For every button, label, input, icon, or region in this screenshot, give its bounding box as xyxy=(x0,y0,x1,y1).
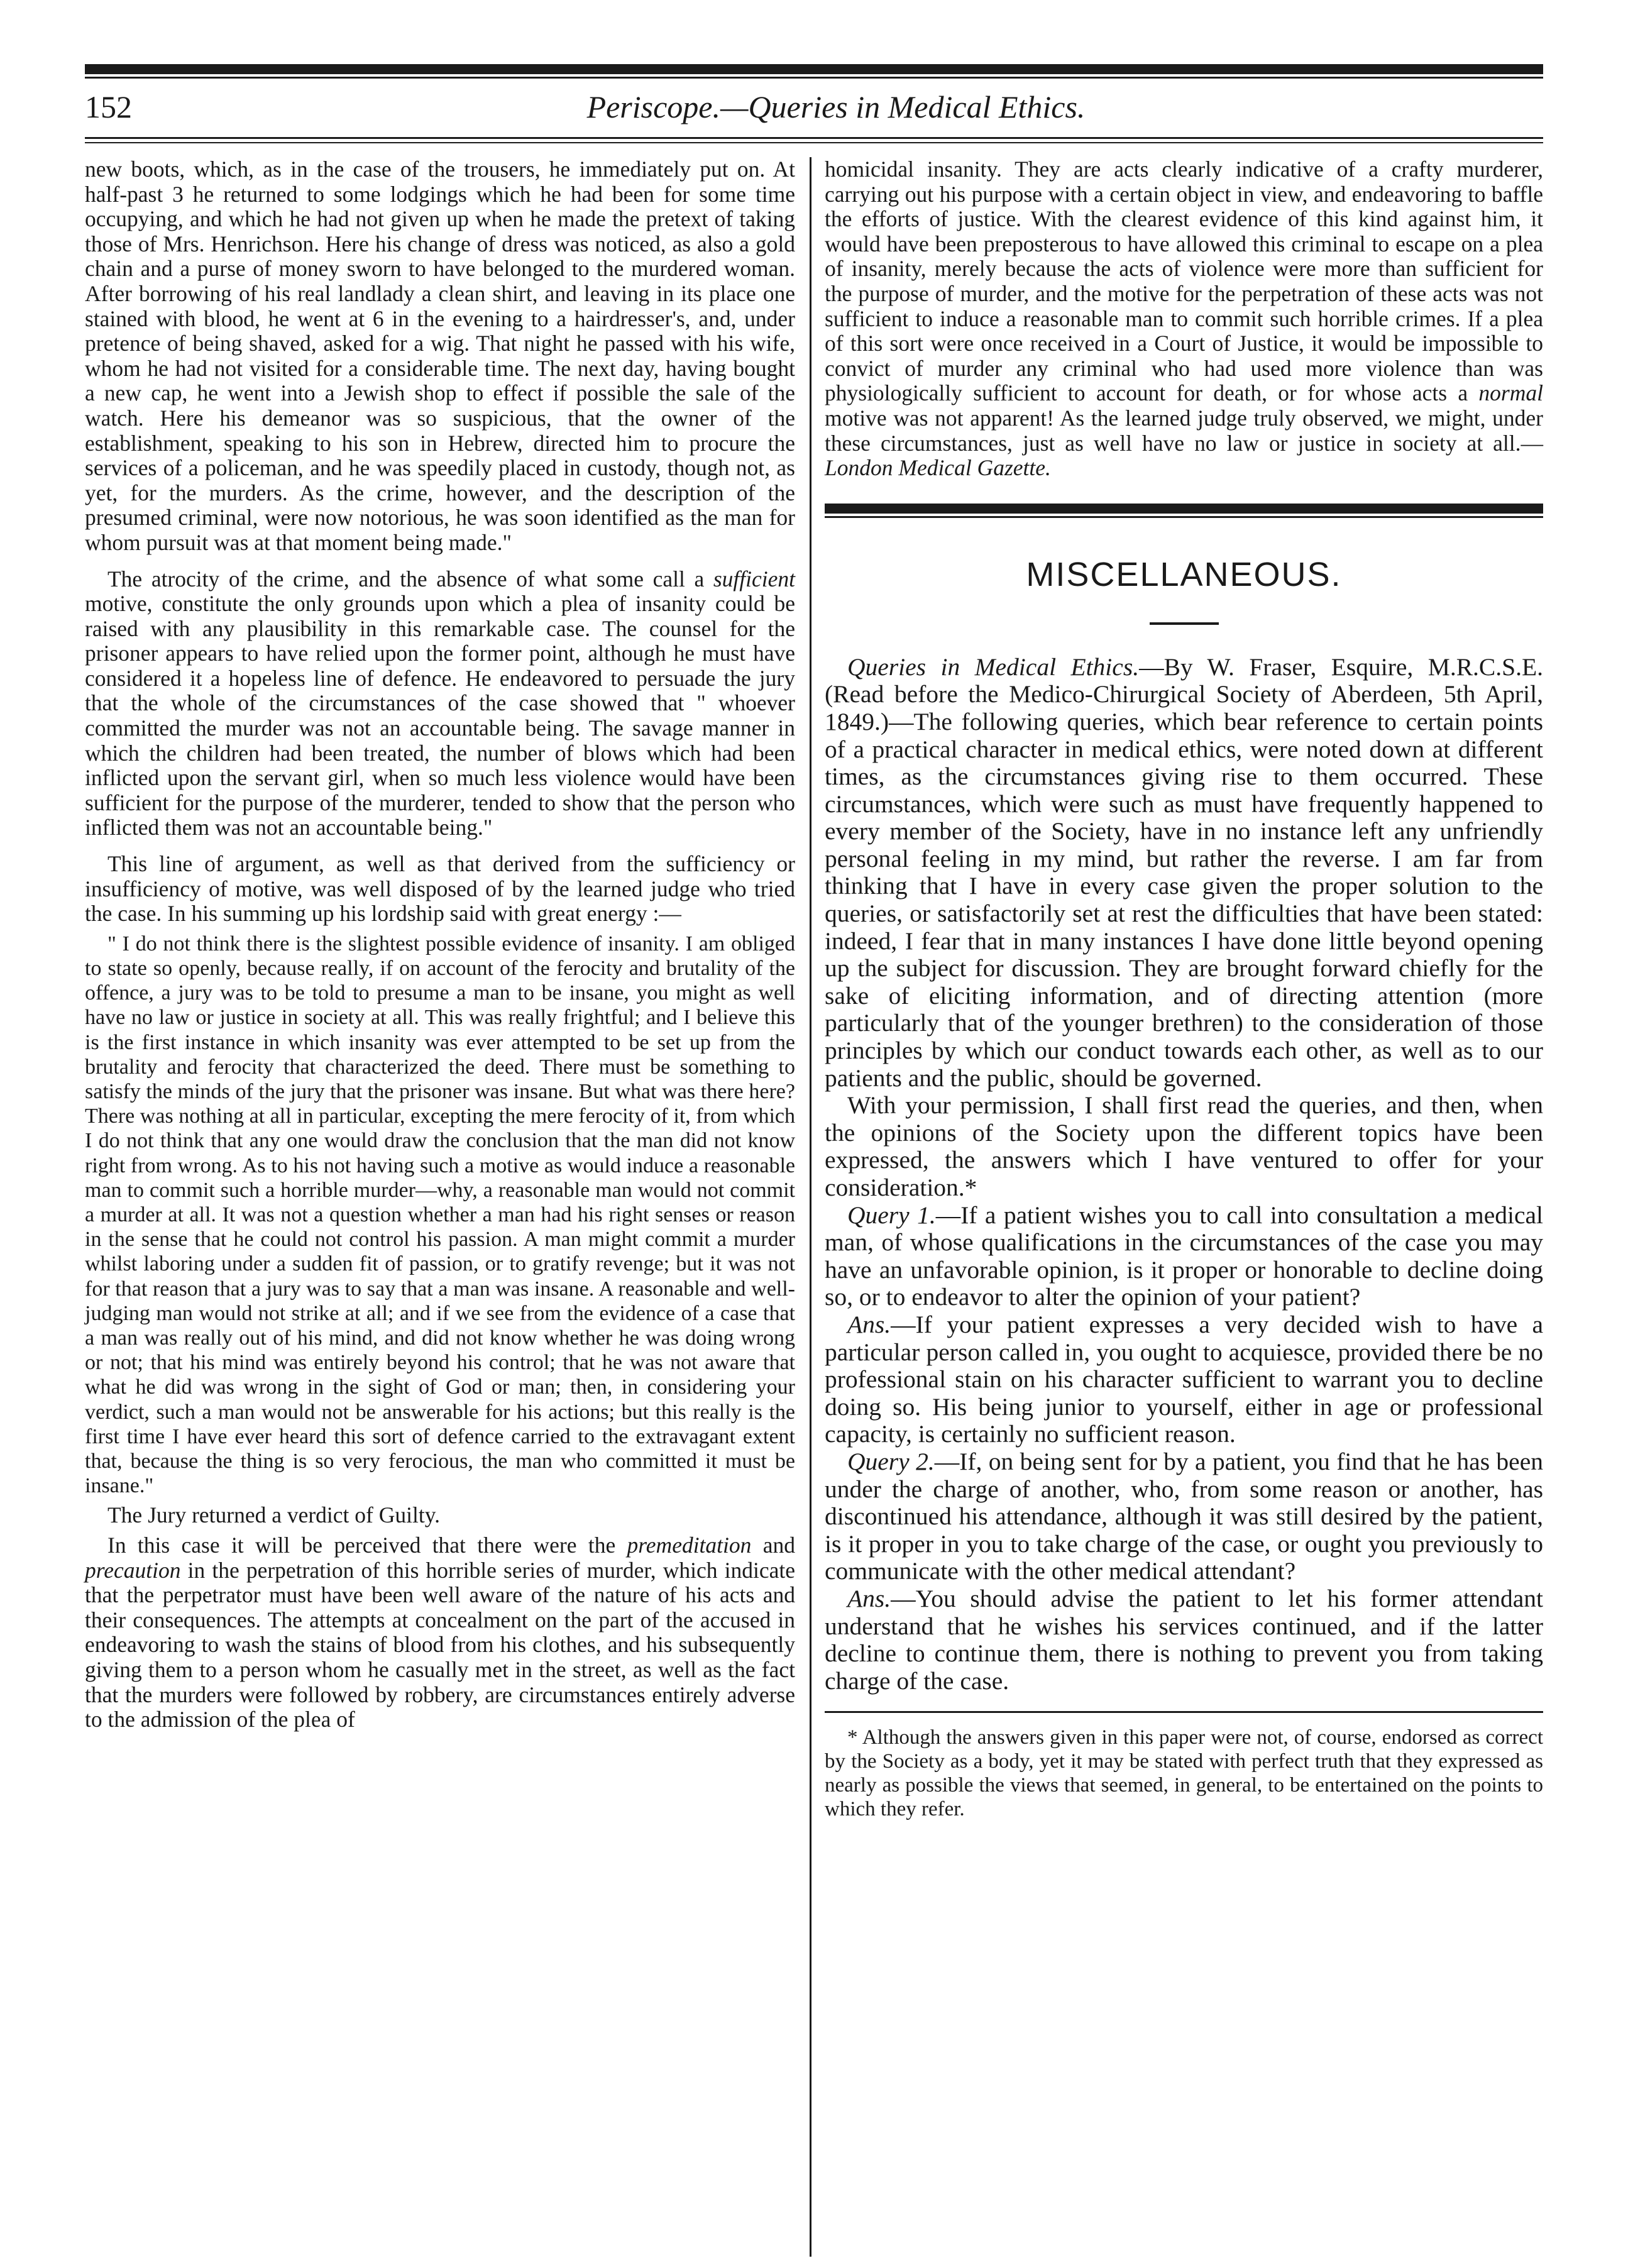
text-run: motive, constitute the only grounds upon which a plea of insanity could be raised with any plausibility in this remarkable case. The counsel for the prisoner appears to have relied upon the former point, although he must have considered it a hopeless line of defence. He endeavored to persuade the jury that the whole of the circumstances of the case showed that " whoever committed the murder was not an accountable being. The savage manner in which the children had been treated, the number of blows which had been inflicted upon the servant girl, when so much less violence would have been sufficient for the purpose of the murderer, tended to show that the person who inflicted them was not an accountable being." xyxy=(85,591,795,840)
left-column xyxy=(85,157,795,1732)
paragraph xyxy=(825,654,1543,1093)
column-divider xyxy=(810,157,811,2257)
query-label: Query 2. xyxy=(847,1447,935,1475)
header-thick-rule xyxy=(85,64,1543,74)
article-title: Queries in Medical Ethics. xyxy=(847,652,1140,681)
text-run: The atrocity of the crime, and the absence of what some call a xyxy=(107,566,713,592)
running-head-rule-lower xyxy=(85,142,1543,143)
title-short-rule xyxy=(1150,622,1219,625)
text-run: motive was not apparent! As the learned judge truly observed, we might, under these circumstances, just as well have no law or justice in society at all.— xyxy=(825,405,1543,456)
footnote-rule xyxy=(825,1711,1543,1713)
paragraph: new boots, which, as in the case of the trousers, he immediately put on. At half-past 3 he returned to some lodgings which he had been for some time occupying, and which he had not given up when he made the pretext of taking those of Mrs. Henrichson. Here his change of dress was noticed, as also a gold chain and a purse of money sworn to have belonged to the murdered woman. After borrowing of his real landlady a clean shirt, and leaving in its place one stained with blood, he went at 6 in the evening to a hairdresser's, and, under pretence of being shaved, asked for a wig. That night he passed with his wife, whom he had not visited for a considerable time. The next day, having bought a new cap, he went into a Jewish shop to effect if possible the sale of the watch. Here his demeanor was so suspicious, that the owner of the establishment, speaking to his son in Hebrew, directed him to procure the services of a policeman, and he was speedily placed in custody, though not, as yet, for the murders. As the crime, however, and the description of the presumed criminal, were now notorious, he was soon identified as the man for whom pursuit was at that moment being made." xyxy=(85,157,795,555)
running-head: Periscope.—Queries in Medical Ethics. xyxy=(586,89,1086,124)
right-column xyxy=(825,157,1543,1821)
miscellaneous-article xyxy=(825,654,1543,1695)
answer-label: Ans. xyxy=(847,1310,891,1338)
text-run: —If your patient expresses a very decided wish to have a particular person called in, you ought to acquiesce, provided there be no professional stain on his character sufficient to warrant you to decline doing so. His being junior to yourself, either in age or professional capacity, is certainly no sufficient reason. xyxy=(825,1310,1543,1448)
query-paragraph xyxy=(825,1448,1543,1585)
continued-article xyxy=(825,157,1543,481)
page-number: 152 xyxy=(85,89,132,124)
section-thin-rule xyxy=(825,516,1543,518)
text-run: homicidal insanity. They are acts clearly indicative of a crafty murderer, carrying out his purpose with a certain object in view, and endeavoring to baffle the efforts of justice. With the clearest evidence of this kind against him, it would have been preposterous to have allowed this criminal to escape on a plea of insanity, merely because the acts of violence were more than sufficient for the purpose of murder, and the motive for the perpetration of these acts was not sufficient to induce a reasonable man to commit such horrible crimes. If a plea of this sort were once received in a Court of Justice, it would be impossible to convict of murder any criminal who had used more violence than was physiologically sufficient to account for death, or for whose acts a xyxy=(825,157,1543,406)
text-run: in the perpetration of this horrible series of murder, which indicate that the perpetrator must have been well aware of the nature of his acts and their consequences. The attempts at concealment on the part of the accused in endeavoring to wash the stains of blood from his clothes, and his subsequently giving them to a person whom he casually met in the street, as well as the fact that the murders were followed by robbery, are circumstances entirely adverse to the admission of the plea of xyxy=(85,1557,795,1732)
section-thick-rule xyxy=(825,504,1543,514)
paragraph: The Jury returned a verdict of Guilty. xyxy=(107,1502,441,1528)
paragraph xyxy=(85,567,795,841)
section-title: MISCELLANEOUS. xyxy=(1026,555,1342,593)
text-run: —You should advise the patient to let his former attendant understand that he wishes his services continued, and if the latter decline to continue them, there is nothing to prevent you from taking charge of the case. xyxy=(825,1584,1543,1695)
footnote: * Although the answers given in this paper were not, of course, endorsed as correct by the Society as a body, yet it may be stated with perfect truth that they expressed as nearly as possible the views that seemed, in general, to be entertained on the points to which they refer. xyxy=(825,1726,1543,1821)
running-head-rule xyxy=(85,137,1543,139)
emphasis: sufficient xyxy=(713,566,795,592)
text-run: —By W. Fraser, Esquire, M.R.C.S.E. (Read before the Medico-Chirurgical Society of Aberdeen, 5th April, 1849.)—The following queries, which bear reference to certain points of a practical character in medical ethics, were noted down at different times, as the circumstances giving rise to them occurred. These circumstances, which were such as must have frequently happened to every member of the Society, have in no instance left any unfriendly personal feeling in my mind, but rather the reverse. I am far from thinking that I have in every case given the proper solution to the queries, or satisfactorily set at rest the difficulties that have been stated: indeed, I fear that in many instances I have done little beyond opening up the subject for discussion. They are brought forward chiefly for the sake of eliciting information, and of directing attention (more particularly that of the younger brethren) to the consideration of those principles by which our conduct towards each other, as well as to our patients and the public, should be governed. xyxy=(825,652,1543,1092)
text-run: —If, on being sent for by a patient, you find that he has been under the charge of another, who, from some reason or another, has discontinued his attendance, although it was still desired by the patient, is it proper in you to take charge of the case, or ought you previously to communicate with the other medical attendant? xyxy=(825,1447,1543,1585)
emphasis: normal xyxy=(1478,380,1543,406)
answer-paragraph xyxy=(825,1585,1543,1695)
query-paragraph xyxy=(825,1202,1543,1311)
paragraph: This line of argument, as well as that derived from the sufficiency or insufficiency of motive, was well disposed of by the learned judge who tried the case. In his summing up his lordship said with great energy :— xyxy=(85,851,795,927)
answer-label: Ans. xyxy=(847,1584,891,1612)
query-label: Query 1. xyxy=(847,1201,936,1229)
text-run: In this case it will be perceived that there were the xyxy=(107,1533,627,1558)
paragraph xyxy=(825,157,1543,481)
text-run: —If a patient wishes you to call into consultation a medical man, of whose qualifications in the circumstances of the case you may have an unfavorable opinion, is it proper or honorable to decline doing so, or to endeavor to alter the opinion of your patient? xyxy=(825,1201,1543,1311)
emphasis: precaution xyxy=(85,1557,181,1583)
text-run: and xyxy=(751,1533,795,1558)
emphasis: premeditation xyxy=(627,1533,752,1558)
paragraph: With your permission, I shall first read the queries, and then, when the opinions of the Society upon the different topics have been expressed, the answers which I have ventured to offer for your consideration.* xyxy=(825,1091,1543,1201)
answer-paragraph xyxy=(825,1311,1543,1448)
header-thin-rule xyxy=(85,77,1543,79)
judge-quote: " I do not think there is the slightest possible evidence of insanity. I am obliged to state so openly, because really, if on account of the ferocity and brutality of the offence, a jury was to be told to presume a man to be insane, you might as well have no law or justice in society at all. This was really frightful; and I believe this is the first instance in which insanity was ever attempted to be set up from the brutality and ferocity that characterized the deed. There must be something to satisfy the minds of the jury that the prisoner was insane. But what was there here? There was nothing at all in particular, excepting the mere ferocity of it, from which I do not think that any one would draw the conclusion that the man did not know right from wrong. As to his not having such a motive as would induce a reasonable man to commit such a horrible murder—why, a reasonable man would not commit a murder at all. It was not a question whether a man had his right senses or reason in the sense that he could not control his passion. A man might commit a murder whilst laboring under a sudden fit of passion, or to gratify revenge; but it was not for that reason that a jury was to say that a man was insane. A reasonable and well-judging man would not strike at all; and if we see from the evidence of a case that a man was really out of his mind, and did not know whether he was doing wrong or not; that his mind was entirely beyond his control; that he was not aware that what he did was wrong in the sight of God or man; then, in considering your verdict, such a man would not be answerable for his actions; but this really is the first time I have ever heard this sort of defence carried to the extravagant extent that, because the thing is so very ferocious, the man who committed it must be insane." xyxy=(85,932,795,1498)
paragraph xyxy=(85,1533,795,1732)
source-citation: London Medical Gazette. xyxy=(825,455,1051,481)
